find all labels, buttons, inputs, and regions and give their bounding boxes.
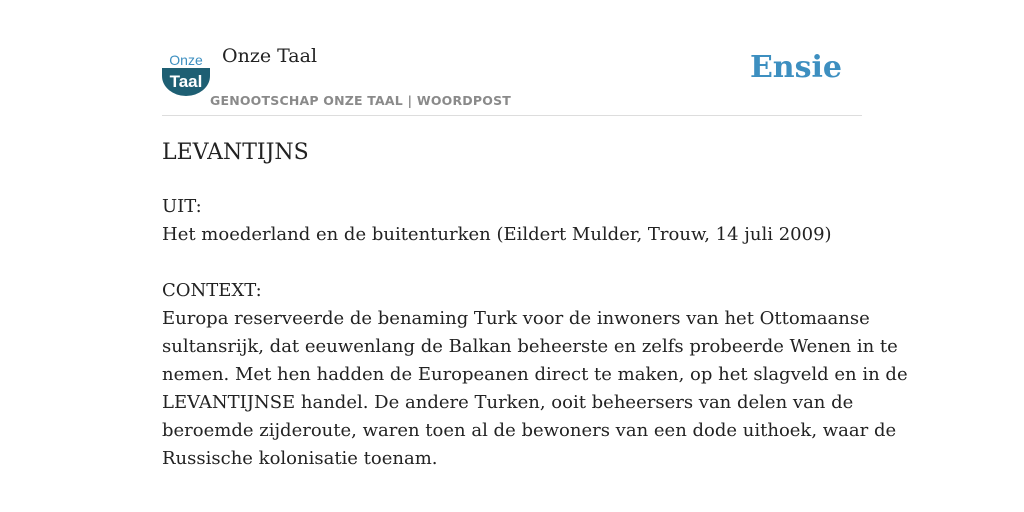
entry-card bbox=[162, 0, 908, 512]
context-label: CONTEXT: bbox=[162, 280, 262, 301]
context-line: beroemde zijderoute, waren toen al de bewoners van een dode uithoek, waar de bbox=[162, 420, 897, 441]
context-line: sultansrijk, dat eeuwenlang de Balkan beheerste en zelfs probeerde Wenen in te bbox=[162, 336, 898, 357]
uit-label: UIT: bbox=[162, 196, 202, 217]
entry-title: LEVANTIJNS bbox=[162, 140, 309, 165]
context-line: Russische kolonisatie toenam. bbox=[162, 448, 438, 469]
context-text bbox=[162, 305, 908, 473]
context-line: Europa reserveerde de benaming Turk voor de inwoners van het Ottomaanse bbox=[162, 308, 870, 329]
org-name[interactable]: Onze Taal bbox=[222, 45, 318, 67]
org-subtitle: GENOOTSCHAP ONZE TAAL | WOORDPOST bbox=[210, 93, 512, 108]
source-text: Het moederland en de buitenturken (Eildert Mulder, Trouw, 14 juli 2009) bbox=[162, 224, 832, 245]
header bbox=[162, 0, 862, 116]
onze-taal-logo[interactable] bbox=[162, 50, 210, 96]
logo-word-top: Onze bbox=[169, 52, 203, 68]
brand-logo[interactable]: Ensie bbox=[749, 50, 842, 85]
logo-word-bottom: Taal bbox=[169, 72, 203, 91]
context-line: LEVANTIJNSE handel. De andere Turken, ooit beheersers van delen van de bbox=[162, 392, 854, 413]
context-line: nemen. Met hen hadden de Europeanen direct te maken, op het slagveld en in de bbox=[162, 364, 908, 385]
